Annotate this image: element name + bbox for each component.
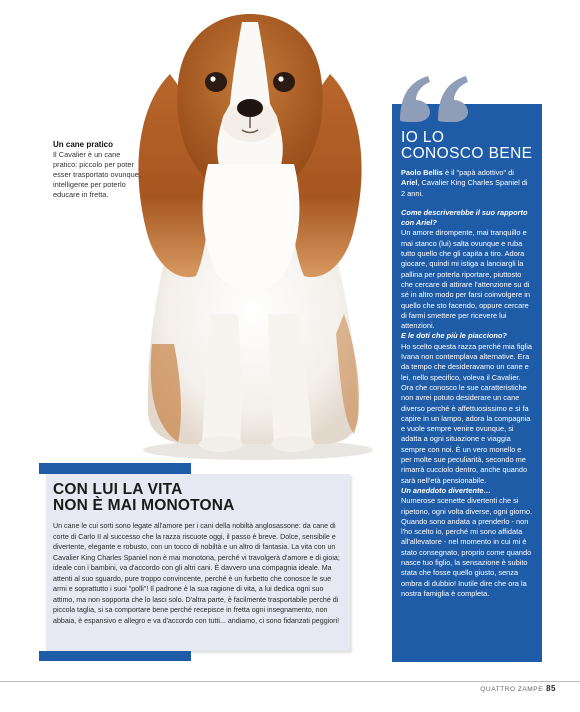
caption-body: Il Cavalier è un cane pratico: piccolo per poter esser trasportato ovunque, intelligente per poterlo educare in fretta.	[53, 150, 141, 199]
interview-heading-line2: CONOSCO BENE	[401, 144, 533, 162]
footer-rule	[0, 681, 580, 682]
cavalier-dog-photo	[118, 14, 380, 462]
intro-end: , Cavalier King Charles Spaniel di 2 anni.	[401, 178, 528, 198]
article-top-bar	[39, 463, 191, 474]
interviewee-name: Paolo Bellis	[401, 168, 443, 177]
article-box	[46, 474, 350, 651]
dog-name: Ariel	[401, 178, 418, 188]
article-body: Un cane le cui sorti sono legate all'amore per i cani della nobiltà anglosassone: da cane di corte di Carlo II al successo che la razza riscuote oggi, il passo è breve. Dolce, sensibile e divertente, elegante e robusto, con un tocco di nobiltà e un altro di fantasia. La vita con un Cavalier King Charles Spaniel non è mai monotona, perché vi travolgerà d'amore e di gioia; ideale con i bambini, va d'accordo con gli altri cani. È davvero una compagnia ideale. Ma attenti al suo sguardo, pure troppo convincente, perché è un furbetto che conosce le sue armi e soprattutto i suoi "polli"! Il padrone è la sua ragione di vita, a lui dedica ogni suo attimo, ma non sopporta che lo lasci solo. D'altra parte, è facilmente trasportabile perché di piccola taglia, si sa comportare bene perché recepisce in fretta ogni insegnamento, non abbaia, è espansivo e allegro e va d'accordo con tutti... andiamo, ci sono fidanzati peggiori!	[53, 522, 340, 625]
answer-2: Ho scelto questa razza perché mia figlia Ivana non contemplava alternative. Era da tempo che desideravamo un cane e lei, nello specifico, voleva il Cavalier. Ora che conosco le sue caratteristiche non avrei potuto desiderare un cane diverso perché è affettuosissimo e si fa capire in un lampo, adora la compagnia e vuole sempre venire ovunque, si adatta a ogni situazione e viaggia sempre con noi. È un vero monello e per molte sue peculiarità, secondo me rimarrà cucciolo dentro, anche quando sarà nell'età pensionabile.	[401, 341, 533, 485]
interview-intro	[401, 168, 533, 199]
intro-mid: è il "papà adottivo" di	[442, 168, 514, 177]
quote-mark-icon	[398, 74, 472, 122]
caption-title: Un cane pratico	[53, 140, 114, 149]
article-bottom-bar	[39, 651, 191, 661]
answer-3: Numerose scenette divertenti che si ripetono, ogni volta diverse, ogni giorno. Quando sono andata a prenderlo - non l'ho scelto io, perché mi sono affidata all'allevatore - nel momento in cui mi è stato consegnato, proprio come quando nasce tuo figlio, la sensazione è subito stata che fosse quello giusto, senza ombra di dubbio! Inutile dire che ora la nostra famiglia è completa.	[401, 496, 533, 598]
article-title-line2: NON È MAI MONOTONA	[53, 496, 235, 514]
magazine-name: QUATTRO ZAMPE	[480, 686, 544, 693]
answer-1: Un amore dirompente, mai tranquillo e mai stanco (lui) salta ovunque e ruba tutto quello che gli capita a tiro. Adora giocare, quindi mi istiga a lanciargli la pallina per poterla riportare, piuttosto che cercare di attirare l'attenzione su di sé in altro modo per farsi coinvolgere in quello che sto facendo, oppure cercare di farmi smettere per ricevere lui attenzioni.	[401, 228, 530, 331]
question-3: Un aneddoto divertente…	[401, 485, 491, 495]
article-title	[53, 482, 343, 513]
page-number: 85	[546, 684, 556, 693]
question-2: E le doti che più le piacciono?	[401, 331, 507, 341]
interview-heading-line1: IO LO	[401, 129, 445, 146]
photo-caption	[53, 140, 145, 200]
interview-column	[392, 104, 542, 662]
article-title-line1: CON LUI LA VITA	[53, 481, 183, 498]
question-1: Come descriverebbe il suo rapporto con Ariel?	[401, 207, 528, 228]
interview-heading	[401, 130, 533, 161]
page-footer	[480, 684, 556, 693]
